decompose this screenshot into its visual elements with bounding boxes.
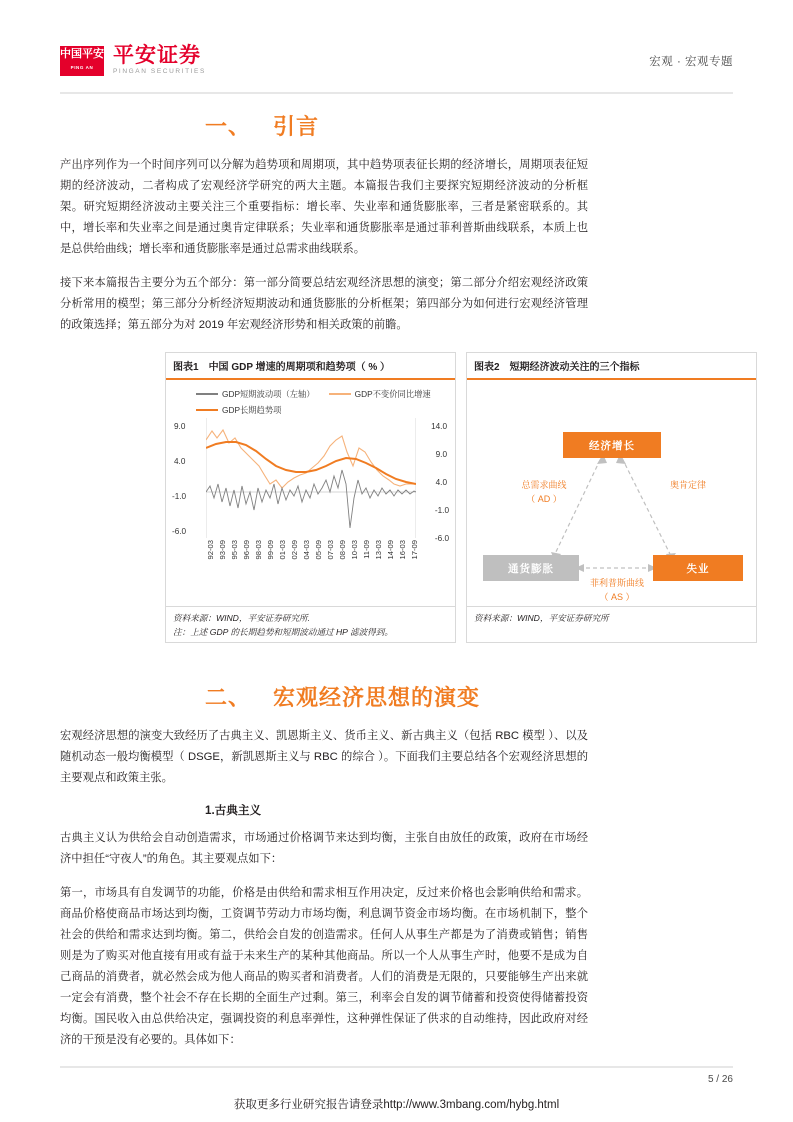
legend-swatch-icon — [329, 393, 351, 395]
pingan-logo-mark — [60, 46, 104, 76]
section-2-paragraph-1: 宏观经济思想的演变大致经历了古典主义、凯恩斯主义、货币主义、新古典主义（包括 RBC 模型 ）、以及随机动态一般均衡模型（ DSGE，新凯恩斯主义与 RBC 的综合 ）。下面我们主要总结各个宏观经济思想的主要观点和政策主张。 — [60, 730, 588, 784]
y-left-tick-0: 9.0 — [174, 422, 186, 431]
x-tick-2: 95-03 — [230, 540, 239, 560]
legend-label-0: GDP短期波动项（左轴） — [222, 389, 315, 399]
figure-2-title-bar — [467, 353, 756, 380]
figure-2-body — [467, 380, 756, 606]
figures-row — [165, 352, 758, 643]
brand-logo — [60, 45, 206, 77]
x-tick-9: 05-09 — [314, 540, 323, 560]
footer-divider — [60, 1066, 733, 1068]
section-heading-1 — [205, 110, 733, 141]
x-tick-4: 98-03 — [254, 540, 263, 560]
logo-mark-line1: 中国平安 — [60, 48, 104, 60]
section-2-sub-paragraph-1: 古典主义认为供给会自动创造需求，市场通过价格调节来达到均衡，主张自由放任的政策，政府在市场经济中担任“守夜人”的角色。其主要观点如下： — [60, 832, 588, 865]
y-left-tick-2: -1.0 — [172, 492, 187, 501]
page-header — [60, 30, 733, 94]
y-right-tick-1: 9.0 — [435, 450, 447, 459]
edge-label-ad-line2: （ AD ） — [526, 494, 562, 504]
y-left-tick-3: -6.0 — [172, 527, 187, 536]
brand-name-en: PINGAN SECURITIES — [113, 68, 206, 75]
x-tick-8: 04-03 — [302, 540, 311, 560]
figure-2-source: 资料来源：WIND，平安证券研究所 — [474, 613, 609, 623]
x-tick-14: 13-03 — [374, 540, 383, 560]
edge-label-as — [567, 576, 667, 604]
legend-item-2 — [196, 404, 281, 416]
x-tick-0: 92-03 — [206, 540, 215, 560]
x-tick-13: 11-09 — [362, 540, 371, 559]
x-tick-12: 10-03 — [350, 540, 359, 560]
logo-mark-line2: PING AN — [70, 65, 94, 70]
figure-1-body — [166, 380, 455, 606]
x-tick-6: 01-03 — [278, 540, 287, 560]
x-tick-1: 93-09 — [218, 540, 227, 560]
node-unemployment-label: 失业 — [686, 562, 710, 575]
figure-1 — [165, 352, 456, 643]
y-right-tick-3: -1.0 — [434, 506, 449, 515]
figure-2-note-spacer — [474, 625, 749, 639]
edge-label-okun-line1: 奥肯定律 — [669, 480, 706, 490]
figure-1-x-axis — [206, 540, 419, 586]
subsection-heading-classical: 1.古典主义 — [205, 804, 262, 817]
x-tick-15: 14-09 — [386, 540, 395, 560]
section-heading-2 — [205, 681, 733, 712]
node-inflation-label: 通货膨胀 — [508, 562, 554, 575]
section-1-title: 引言 — [273, 114, 320, 139]
y-right-tick-4: -6.0 — [434, 534, 449, 543]
figure-1-title: 中国 GDP 增速的周期项和趋势项（ % ） — [208, 362, 391, 373]
node-inflation — [483, 555, 579, 581]
figure-2-footer — [467, 606, 756, 642]
header-category-label: 宏观 · 宏观专题 — [649, 56, 733, 68]
legend-item-1 — [329, 388, 431, 400]
figure-1-title-bar — [166, 353, 455, 380]
y-left-tick-1: 4.0 — [174, 457, 186, 466]
section-1-number: 一、 — [205, 114, 252, 139]
figure-1-source: 资料来源：WIND，平安证券研究所. — [173, 613, 311, 623]
x-tick-3: 96-09 — [242, 540, 251, 560]
footer-note: 获取更多行业研究报告请登录http://www.3mbang.com/hybg.html — [233, 1099, 560, 1111]
legend-label-2: GDP长期趋势项 — [222, 405, 282, 415]
figure-1-plot — [172, 418, 449, 588]
section-2-number: 二、 — [205, 685, 252, 710]
edge-label-as-line1: 菲利普斯曲线 — [589, 578, 644, 588]
legend-swatch-icon — [196, 409, 218, 411]
figure-1-note: 注：上述 GDP 的长期趋势和短期波动通过 HP 滤波得到。 — [173, 627, 393, 637]
y-right-tick-0: 14.0 — [431, 422, 447, 431]
figure-1-label: 图表1 — [173, 362, 199, 373]
edge-label-ad — [499, 478, 589, 506]
node-economic-growth-label: 经济增长 — [589, 439, 635, 452]
document-content — [60, 100, 733, 1064]
brand-text — [113, 45, 206, 77]
y-right-tick-2: 4.0 — [435, 478, 447, 487]
figure-2-diagram — [467, 380, 756, 606]
x-tick-5: 99-09 — [266, 540, 275, 560]
figure-1-legend — [166, 380, 455, 418]
figure-2 — [466, 352, 757, 643]
x-tick-7: 02-09 — [290, 540, 299, 560]
figure-2-title: 短期经济波动关注的三个指标 — [509, 362, 640, 373]
node-economic-growth — [563, 432, 661, 458]
brand-name-cn: 平安证券 — [113, 44, 201, 67]
edge-label-ad-line1: 总需求曲线 — [521, 480, 567, 490]
x-tick-17: 17-09 — [410, 540, 419, 560]
section-1-paragraph-2: 接下来本篇报告主要分为五个部分：第一部分简要总结宏观经济思想的演变；第二部分介绍宏观经济政策分析常用的模型；第三部分分析经济短期波动和通货膨胀的分析框架；第四部分为如何进行宏观经济管理的政策选择；第五部分为对 2019 年宏观经济形势和相关政策的前瞻。 — [60, 277, 588, 331]
x-tick-16: 16-03 — [398, 540, 407, 560]
section-2-title: 宏观经济思想的演变 — [273, 685, 481, 710]
page-number: 5 / 26 — [707, 1074, 733, 1085]
section-2-sub-paragraph-2: 第一，市场具有自发调节的功能，价格是由供给和需求相互作用决定，反过来价格也会影响供给和需求。商品价格使商品市场达到均衡，工资调节劳动力市场均衡，利息调节资金市场均衡。在市场机制下，整个社会的供给和需求达到均衡。第二，供给会自发的创造需求。任何人从事生产都是为了消费或销售；销售则是为了购买对他直接有用或有益于未来生产的某种其他商品。所以一个人从事生产时，他要不是成为自己商品的消费者，就必然会成为他人商品的购买者和消费者。人们的消费是无限的，只要能够生产出来就一定会有消费，整个社会不存在长期的全面生产过剩。第三，利率会自发的调节储蓄和投资使得储蓄投资均衡。国民收入由总供给决定，强调投资的利息率弹性，这种弹性保证了供求的自动维持，因此政府对经济的干预是没有必要的。具体如下： — [60, 887, 588, 1046]
edge-label-as-line2: （ AS ） — [599, 592, 635, 602]
edge-label-okun — [643, 478, 733, 492]
legend-label-1: GDP不变价同比增速 — [354, 389, 431, 399]
legend-swatch-icon — [196, 393, 218, 395]
figure-1-footer — [166, 606, 455, 642]
x-tick-10: 07-03 — [326, 540, 335, 560]
legend-item-0 — [196, 388, 315, 400]
figure-1-svg — [206, 418, 416, 543]
x-tick-11: 08-09 — [338, 540, 347, 560]
figure-2-label: 图表2 — [474, 362, 500, 373]
section-1-paragraph-1: 产出序列作为一个时间序列可以分解为趋势项和周期项，其中趋势项表征长期的经济增长，周期项表征短期的经济波动，二者构成了宏观经济学研究的两大主题。本篇报告我们主要探究短期经济波动的分析框架。研究短期经济波动主要关注三个重要指标：增长率、失业率和通货膨胀率，三者是紧密联系的。其中，增长率和失业率之间是通过奥肯定律联系；失业率和通货膨胀率是通过菲利普斯曲线联系，本质上也是总供给曲线；增长率和通货膨胀率是通过总需求曲线联系。 — [60, 159, 588, 255]
